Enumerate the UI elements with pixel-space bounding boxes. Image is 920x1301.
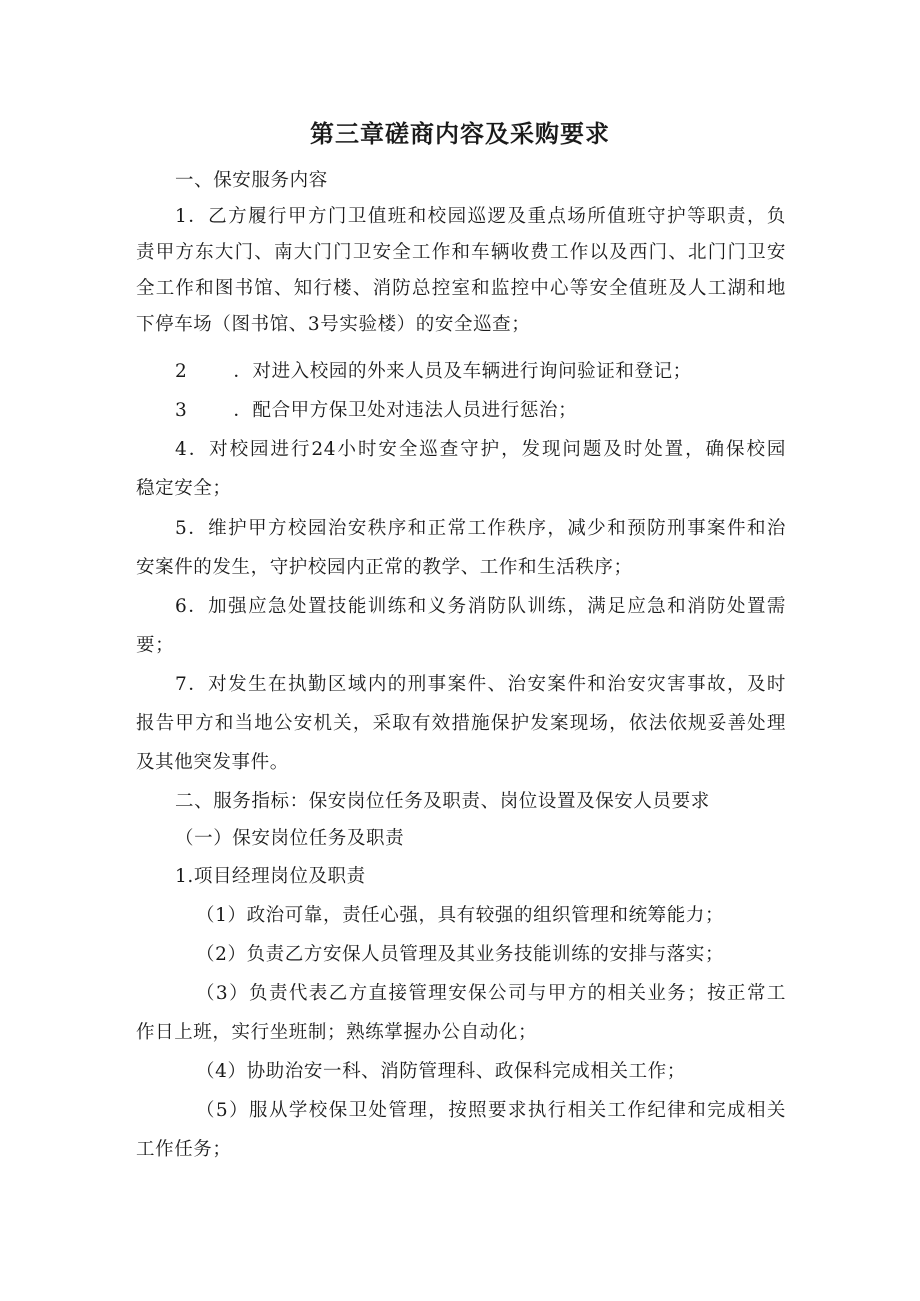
- item2-line: [175, 354, 692, 390]
- item2-number: 2: [175, 361, 188, 382]
- item7-line2: 报告甲方和当地公安机关，采取有效措施保护发案现场，依法依规妥善处理: [136, 713, 786, 734]
- item5-line1: 5．维护甲方校园治安秩序和正常工作秩序，减少和预防刑事案件和治: [175, 518, 786, 539]
- section2-heading: 二、服务指标：保安岗位任务及职责、岗位设置及保安人员要求: [175, 791, 710, 812]
- duty-3-line2: 作日上班，实行坐班制；熟练掌握办公自动化；: [136, 1022, 538, 1043]
- duty-2: （2）负责乙方安保人员管理及其业务技能训练的安排与落实；: [196, 944, 725, 965]
- item3-number: 3: [175, 400, 188, 421]
- duty-5-line2: 工作任务；: [136, 1139, 232, 1160]
- duty-3-line1: （3）负责代表乙方直接管理安保公司与甲方的相关业务；按正常工: [196, 983, 786, 1004]
- item5-line2: 安案件的发生，守护校园内正常的教学、工作和生活秩序；: [136, 557, 633, 578]
- item3-line: [175, 393, 577, 429]
- item4-line2: 稳定安全；: [136, 478, 232, 499]
- item7-line1: 7．对发生在执勤区域内的刑事案件、治安案件和治安灾害事故，及时: [175, 674, 786, 695]
- page-title: 第三章磋商内容及采购要求: [310, 120, 610, 148]
- item1-line1: 1．乙方履行甲方门卫值班和校园巡逻及重点场所值班守护等职责，负: [175, 206, 786, 227]
- item1-line2: 责甲方东大门、南大门门卫安全工作和车辆收费工作以及西门、北门门卫安: [136, 242, 786, 263]
- item1-line3: 全工作和图书馆、知行楼、消防总控室和监控中心等安全值班及人工湖和地: [136, 278, 786, 299]
- item4-line1: 4．对校园进行24小时安全巡查守护，发现问题及时处置，确保校园: [175, 439, 786, 460]
- duty-1: （1）政治可靠，责任心强，具有较强的组织管理和统筹能力；: [196, 905, 725, 926]
- item3-text: ．配合甲方保卫处对违法人员进行惩治；: [233, 400, 578, 421]
- duty-4: （4）协助治安一科、消防管理科、政保科完成相关工作；: [196, 1061, 686, 1082]
- item6-line1: 6．加强应急处置技能训练和义务消防队训练，满足应急和消防处置需: [175, 596, 786, 617]
- item6-line2: 要；: [136, 635, 175, 656]
- subsection-1-heading: （一）保安岗位任务及职责: [175, 828, 405, 849]
- duty-5-line1: （5）服从学校保卫处管理，按照要求执行相关工作纪律和完成相关: [196, 1100, 786, 1121]
- subsection-1-1-heading: 1.项目经理岗位及职责: [175, 866, 366, 887]
- item7-line3: 及其他突发事件。: [136, 752, 289, 773]
- item1-line4: 下停车场（图书馆、3号实验楼）的安全巡查；: [136, 314, 531, 335]
- section1-heading: 一、保安服务内容: [175, 170, 328, 191]
- item2-text: ．对进入校园的外来人员及车辆进行询问验证和登记；: [233, 361, 692, 382]
